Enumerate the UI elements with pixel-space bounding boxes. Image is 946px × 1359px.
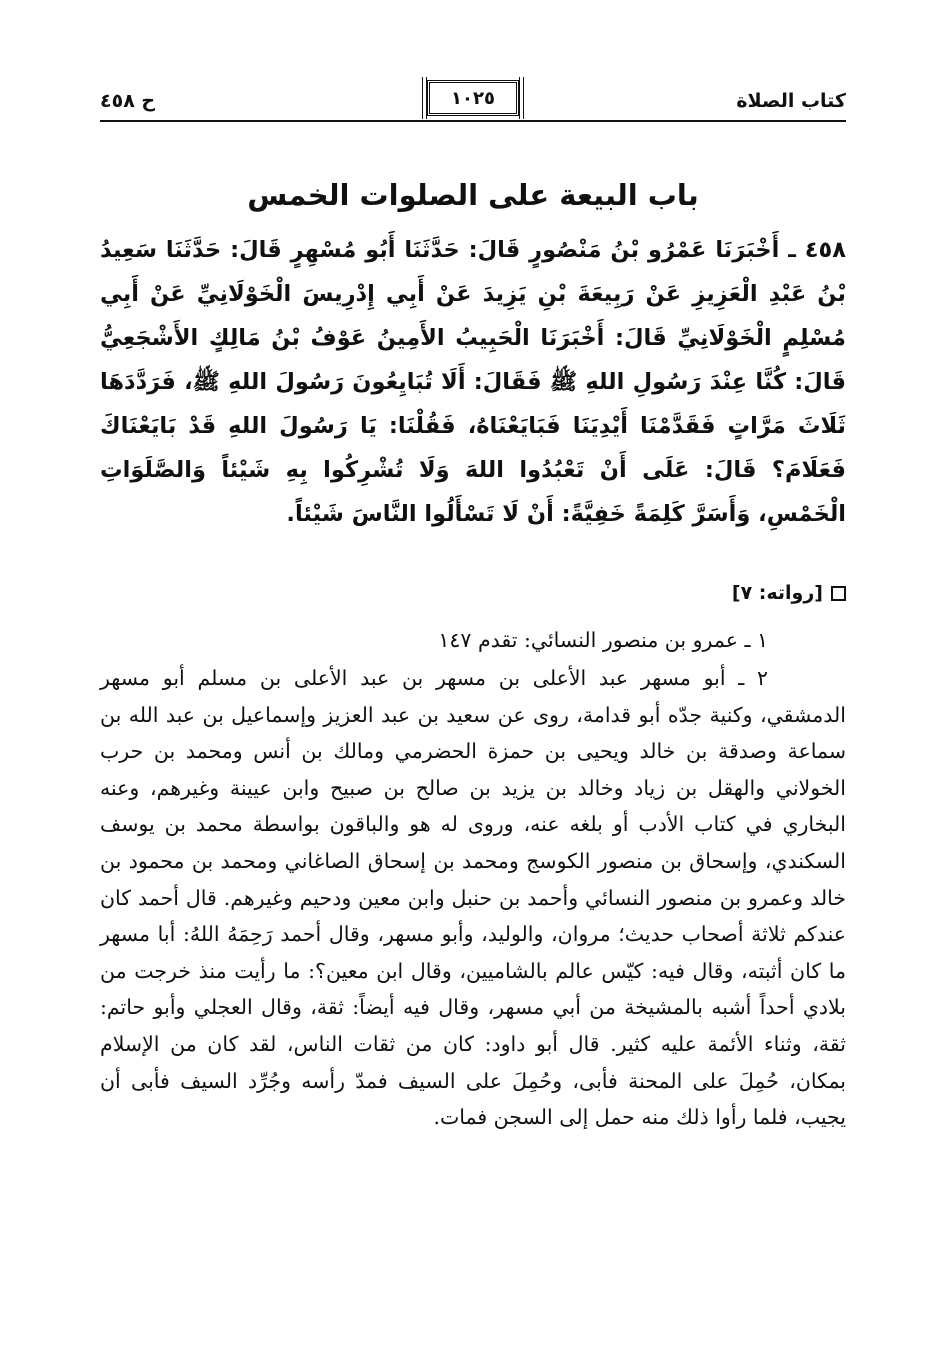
- hadith-text: ٤٥٨ ـ أَخْبَرَنَا عَمْرُو بْنُ مَنْصُورٍ قَالَ: حَدَّثَنَا أَبُو مُسْهِرٍ قَالَ: حَدَّثَنَا سَعِيدُ بْنُ عَبْدِ الْعَزِيزِ عَنْ رَبِيعَةَ بْنِ يَزِيدَ عَنْ أَبِي إِدْرِيسَ الْخَوْلَانِيِّ عَنْ أَبِي مُسْلِمٍ الْخَوْلَانِيِّ قَالَ: أَخْبَرَنَا الْحَبِيبُ الأَمِينُ عَوْفُ بْنُ مَالِكٍ الأَشْجَعِيُّ قَالَ: كُنَّا عِنْدَ رَسُولِ اللهِ ﷺ فَقَالَ: أَلَا تُبَايِعُونَ رَسُولَ اللهِ ﷺ، فَرَدَّدَهَا ثَلَاثَ مَرَّاتٍ فَقَدَّمْنَا أَيْدِيَنَا فَبَايَعْنَاهُ، فَقُلْنَا: يَا رَسُولَ اللهِ قَدْ بَايَعْنَاكَ فَعَلَامَ؟ قَالَ: عَلَى أَنْ تَعْبُدُوا اللهَ وَلَا تُشْرِكُوا بِهِ شَيْئاً وَالصَّلَوَاتِ الْخَمْسِ، وَأَسَرَّ كَلِمَةً خَفِيَّةً: أَنْ لَا تَسْأَلُوا النَّاسَ شَيْئاً.: [100, 237, 846, 527]
- chapter-title: باب البيعة على الصلوات الخمس: [247, 178, 699, 212]
- page-number: ١٠٢٥: [451, 87, 495, 109]
- page-number-frame: [427, 80, 519, 116]
- header-rule: [100, 120, 846, 122]
- narrators-list: [100, 620, 846, 1136]
- page-header: [100, 78, 846, 122]
- narrator-entry-2: ٢ ـ أبو مسهر عبد الأعلى بن مسهر بن عبد الأعلى بن مسلم أبو مسهر الدمشقي، وكنية جدّه أبو قدامة، روى عن سعيد بن عبد العزيز وإسماعيل بن عبد الله بن سماعة وصدقة بن خالد ويحيى بن حمزة الحضرمي ومالك بن أنس ومحمد بن حرب الخولاني والهقل بن زياد وخالد بن يزيد بن صالح بن صبيح وابن عيينة وغيرهم، وعنه البخاري في كتاب الأدب أو بلغه عنه، وروى له هو والباقون بواسطة محمد بن يوسف السكندي، وإسحاق بن منصور الكوسج ومحمد بن إسحاق الصاغاني ومحمد بن محمود بن خالد وعمرو بن منصور النسائي وأحمد بن حنبل وابن معين ودحيم وغيرهم. قال أحمد كان عندكم ثلاثة أصحاب حديث؛ مروان، والوليد، وأبو مسهر، وقال أحمد رَحِمَهُ اللهُ: أبا مسهر ما كان أثبته، وقال فيه: كيّس عالم بالشاميين، وقال ابن معين؟: ما رأيت منذ خرجت من بلادي أحداً أشبه بالمشيخة من أبي مسهر، وقال فيه أيضاً: ثقة، وقال العجلي وأبو حاتم: ثقة، وثناء الأئمة عليه كثير. قال أبو داود: كان من ثقات الناس، لقد كان من الإسلام بمكان، حُمِلَ على المحنة فأبى، وحُمِلَ على السيف فمدّ رأسه وجُرِّد السيف فأبى أن يجيب، فلما رأوا ذلك منه حمل إلى السجن فمات.: [100, 666, 846, 1130]
- square-bullet-icon: [831, 586, 846, 601]
- narrator-entry-1: ١ ـ عمرو بن منصور النسائي: تقدم ١٤٧: [438, 628, 768, 652]
- narrators-heading: [732, 582, 846, 604]
- narrators-heading-label: [رواته: ٧]: [731, 582, 823, 604]
- hadith-reference: ح ٤٥٨: [100, 90, 156, 112]
- running-title: كتاب الصلاة: [736, 90, 846, 112]
